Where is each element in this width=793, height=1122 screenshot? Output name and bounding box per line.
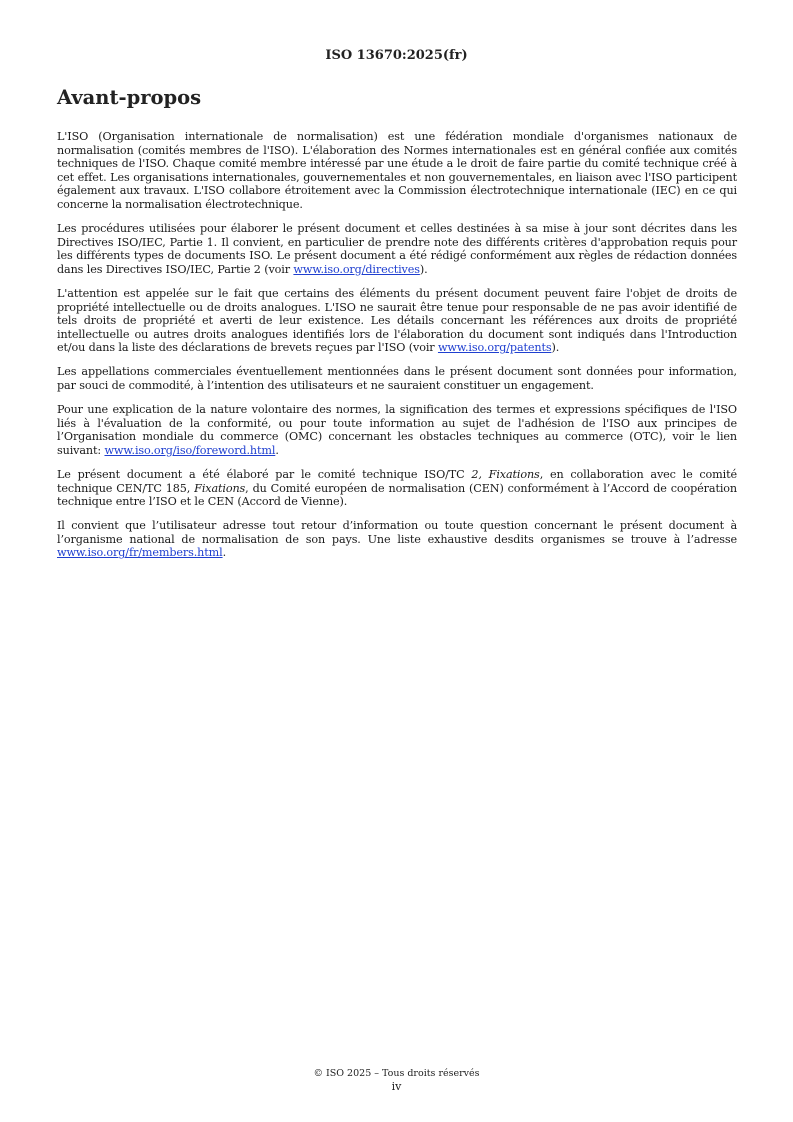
paragraph-text: Il convient que l’utilisateur adresse tout retour d’information ou toute question concernant le présent document à l’organisme national de normalisation de son pays. Une liste exhaustive desdits organismes se trouve à l’adresse [57,519,737,546]
document-body [57,130,737,571]
paragraph-text: ). [419,262,428,276]
page-number: iv [391,1080,402,1093]
paragraph-patents [57,287,737,355]
paragraph-text: . [222,546,226,560]
directives-link[interactable]: www.iso.org/directives [293,262,420,276]
paragraph-trade-names: Les appellations commerciales éventuellement mentionnées dans le présent document sont données pour information, par souci de commodité, à l’intention des utilisateurs et ne sauraient constituer un engagement. [57,365,737,392]
patents-link[interactable]: www.iso.org/patents [437,341,552,355]
paragraph-directives [57,222,737,276]
paragraph-text: Pour une explication de la nature volontaire des normes, la signification des termes et expressions spécifiques de l'ISO liés à l'évaluation de la conformité, ou pour toute information au sujet de l'adhésion de l'ISO aux principes de l’Organisation mondiale du commerce (OMC) concernant les obstacles techniques au commerce (OTC), voir le lien suivant: [57,403,737,457]
paragraph-text: ). [551,341,560,355]
paragraph-feedback [57,519,737,560]
paragraph-iso-organisation: L'ISO (Organisation internationale de normalisation) est une fédération mondiale d'organismes nationaux de normalisation (comités membres de l'ISO). L'élaboration des Normes internationales est en général confiée aux comités techniques de l'ISO. Chaque comité membre intéressé par une étude a le droit de faire partie du comité technique créé à cet effet. Les organisations internationales, gouvernementales et non gouvernementales, en liaison avec l'ISO participent également aux travaux. L'ISO collabore étroitement avec la Commission électrotechnique internationale (IEC) en ce qui concerne la normalisation électrotechnique. [57,130,737,211]
document-id-header: ISO 13670:2025(fr) [325,48,468,63]
page-footer [0,1067,793,1093]
paragraph-foreword-info [57,403,737,457]
page-title: Avant-propos [57,86,202,109]
paragraph-text: , en collaboration avec le comité technique CEN/TC 185, [57,467,737,495]
paragraph-text: . [275,443,279,457]
cen-committee-name-italic: Fixations [194,481,246,495]
copyright-notice: © ISO 2025 – Tous droits réservés [313,1068,480,1079]
paragraph-text: Les procédures utilisées pour élaborer le présent document et celles destinées à sa mise à jour sont décrites dans les Directives ISO/IEC, Partie 1. Il convient, en particulier de prendre note des différents critères d'approbation requis pour les différents types de documents ISO. Le présent document a été rédigé conformément aux règles de rédaction données dans les Directives ISO/IEC, Partie 2 (voir [57,222,737,276]
foreword-link[interactable]: www.iso.org/iso/foreword.html [104,443,276,457]
members-link[interactable]: www.iso.org/fr/members.html [57,546,223,560]
paragraph-text: , du Comité européen de normalisation (CEN) conformément à l’Accord de coopération technique entre l’ISO et le CEN (Accord de Vienne). [57,481,737,509]
committee-name-italic: 2, Fixations [471,467,540,481]
paragraph-text: Le présent document a été élaboré par le comité technique ISO/TC [57,467,472,481]
paragraph-committee [57,468,737,509]
paragraph-text: L'attention est appelée sur le fait que certains des éléments du présent document peuvent faire l'objet de droits de propriété intellectuelle ou de droits analogues. L'ISO ne saurait être tenue pour responsable de ne pas avoir identifié de tels droits de propriété et averti de leur existence. Les détails concernant les références aux droits de propriété intellectuelle ou autres droits analogues identifiés lors de l'élaboration du document sont indiqués dans l'Introduction et/ou dans la liste des déclarations de brevets reçues par l'ISO (voir [57,286,737,355]
